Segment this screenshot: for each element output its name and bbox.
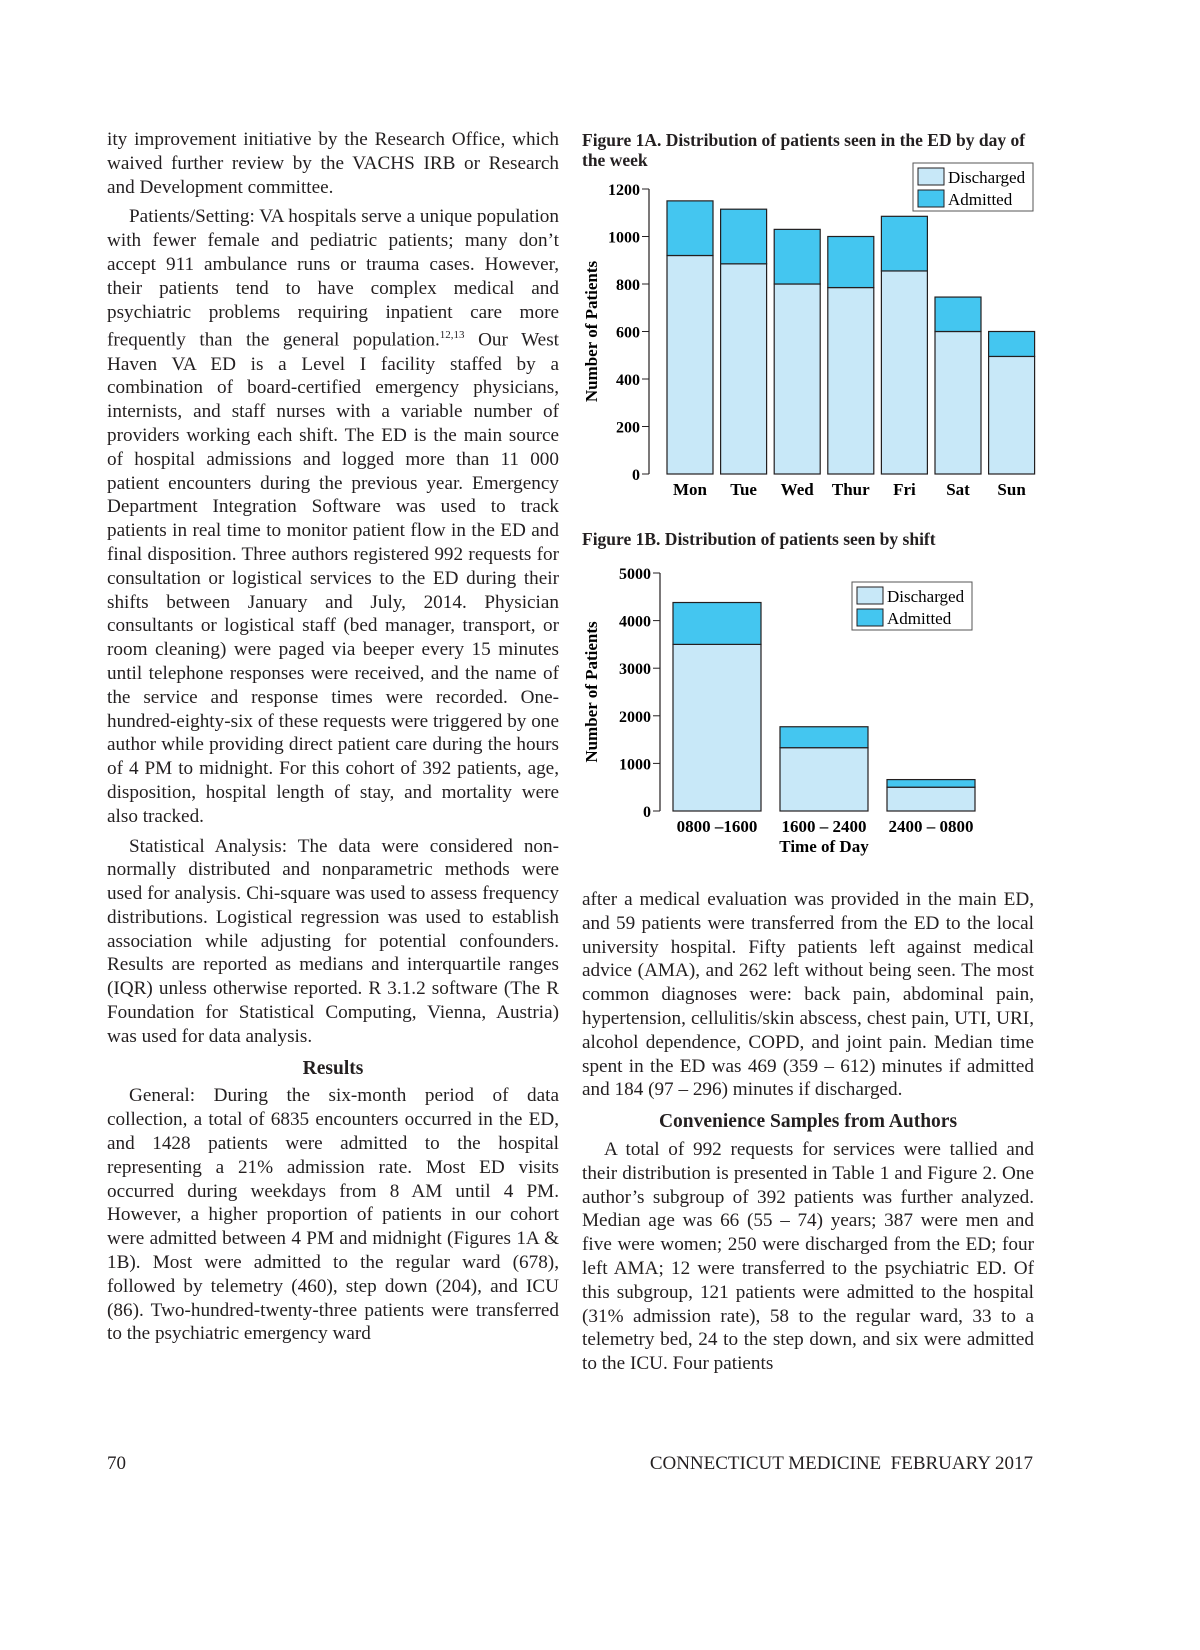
x-tick-label: Thur [831, 480, 870, 499]
legend-label: Discharged [887, 587, 965, 606]
x-tick-label: Tue [730, 480, 757, 499]
bar-admitted [887, 780, 975, 788]
y-tick-label: 1000 [608, 229, 640, 247]
bar-admitted [881, 216, 927, 271]
legend-swatch [857, 609, 883, 626]
legend-label: Admitted [948, 190, 1013, 209]
x-tick-label: Mon [673, 480, 707, 499]
y-tick-label: 1200 [608, 182, 640, 199]
paragraph: Statistical Analysis: The data were considered non-normally distributed and nonparametric methods were used for analysis. Chi-square was used to assess frequency distributions. Logistical regression was used to establish association while adjusting for potential confounders. Results are reported as medians and interquartile ranges (IQR) unless otherwise reported. R 3.1.2 software (The R Foundation for Statistical Computing, Vienna, Austria) was used for data analysis. [107, 835, 559, 1047]
x-tick-label: Fri [893, 480, 916, 499]
y-axis-label: Number of Patients [582, 621, 601, 763]
bar-discharged [673, 644, 761, 811]
paragraph: A total of 992 requests for services were tallied and their distribution is presented in Table 1 and Figure 2. One author’s subgroup of 392 patients was further analyzed. Median age was 66 (55 – 74) years; 387 were men and five were women; 250 were discharged from the ED; four left AMA; 12 were transferred to the psychiatric ED. Of this subgroup, 121 patients were admitted to the hospital (31% admission rate), 58 to the regular ward, 33 to a telemetry bed, 24 to the step down, and six were admitted to the ICU. Four patients [582, 1138, 1034, 1375]
bar-discharged [667, 256, 713, 475]
legend-swatch [918, 168, 944, 185]
bar-admitted [673, 603, 761, 645]
text: Our West Haven VA ED is a Level I facility staffed by a combination of board-certified emergency physicians, internists, and staff nurses with a variable number of providers working each shift. The ED is the main source of hospital admissions and logged more than 11 000 patient encounters during the previous year. Emergency Department Integration Software was used to track patients in real time to monitor patient flow in the ED and final disposition. Three authors registered 992 requests for consultation or logistical services to the ED during their shifts between January and July, 2014. Physician consultants or logistical staff (bed manager, transport, or room cleaning) were paged via beeper every 15 minutes until telephone responses were received, and the name of the service and response times were recorded. One-hundred-eighty-six of these requests were triggered by one author while providing direct patient care during the hours of 4 PM to midnight. For this cohort of 392 patients, age, disposition, hospital length of stay, and mortality were also tracked. [107, 329, 559, 827]
x-tick-label: Wed [780, 480, 814, 499]
bar-admitted [828, 237, 874, 288]
legend-swatch [857, 587, 883, 604]
x-axis-label: Time of Day [779, 837, 869, 856]
figure-1a-title: Figure 1A. Distribution of patients seen in the ED by day of the week [582, 130, 1026, 170]
legend-label: Admitted [887, 609, 952, 628]
bar-admitted [774, 229, 820, 284]
left-column [107, 128, 559, 1346]
y-tick-label: 3000 [619, 661, 651, 679]
figure-1a-chart [575, 155, 1045, 510]
bar-admitted [935, 297, 981, 331]
section-heading: Results [302, 1057, 364, 1079]
legend-label: Discharged [948, 168, 1026, 187]
y-tick-label: 1000 [619, 756, 651, 774]
bar-discharged [774, 284, 820, 474]
paragraph: after a medical evaluation was provided in the main ED, and 59 patients were transferred from the ED to the local university hospital. Fifty patients left against medical advice (AMA), and 262 left without being seen. The most common diagnoses were: back pain, abdominal pain, hypertension, cellulitis/skin abscess, chest pain, UTI, URI, alcohol dependence, COPD, and joint pain. Median time spent in the ED was 469 (359 – 612) minutes if admitted and 184 (97 – 296) minutes if discharged. [582, 889, 1034, 1101]
figure-1b-chart [575, 560, 1045, 860]
y-tick-label: 200 [616, 419, 640, 437]
bar-discharged [828, 288, 874, 474]
section-heading: Convenience Samples from Authors [658, 1111, 958, 1133]
x-tick-label: Sun [997, 480, 1026, 499]
y-tick-label: 600 [616, 324, 640, 342]
text: Patients/Setting: VA hospitals serve a unique population with fewer female and pediatric patients; many don’t accept 911 ambulance runs or trauma cases. However, their patients tend to have complex medical and psychiatric problems requiring inpatient care more frequently than the general population. [107, 206, 559, 351]
bar-discharged [881, 271, 927, 474]
paragraph: ity improvement initiative by the Research Office, which waived further review by the VACHS IRB or Research and Development committee. [107, 129, 559, 198]
y-tick-label: 400 [616, 372, 640, 389]
bar-admitted [989, 332, 1035, 357]
y-tick-label: 0 [643, 804, 651, 821]
figure-1b-title: Figure 1B. Distribution of patients seen by shift [582, 529, 936, 549]
bar-discharged [780, 748, 868, 811]
citation: 12,13 [439, 329, 465, 342]
y-axis-label: Number of Patients [582, 260, 601, 403]
paragraph: General: During the six-month period of data collection, a total of 6835 encounters occurred in the ED, and 1428 patients were admitted to the hospital representing a 21% admission rate. Most ED visits occurred during weekdays from 8 AM until 4 PM. However, a higher proportion of patients in our cohort were admitted between 4 PM and midnight (Figures 1A & 1B). Most were admitted to the regular ward (678), followed by telemetry (460), step down (204), and ICU (86). Two-hundred-twenty-three patients were transferred to the psychiatric emergency ward [107, 1085, 559, 1345]
y-tick-label: 5000 [619, 566, 651, 583]
bar-admitted [721, 209, 767, 264]
x-tick-label: 2400 – 0800 [888, 817, 974, 836]
y-tick-label: 4000 [619, 613, 651, 631]
bar-discharged [887, 787, 975, 811]
bar-admitted [780, 727, 868, 748]
journal-footer: CONNECTICUT MEDICINE FEBRUARY 2017 [649, 1453, 1033, 1474]
bar-discharged [989, 356, 1035, 474]
bar-discharged [721, 264, 767, 474]
bar-admitted [667, 201, 713, 256]
y-tick-label: 2000 [619, 708, 651, 726]
right-column [582, 888, 1034, 1376]
x-tick-label: 0800 –1600 [676, 817, 758, 836]
x-tick-label: Sat [946, 480, 970, 499]
y-tick-label: 0 [632, 467, 640, 484]
y-tick-label: 800 [616, 277, 640, 294]
bar-discharged [935, 332, 981, 475]
paragraph [107, 205, 559, 828]
page-number: 70 [107, 1453, 126, 1474]
legend-swatch [918, 190, 944, 207]
x-tick-label: 1600 – 2400 [781, 817, 867, 836]
